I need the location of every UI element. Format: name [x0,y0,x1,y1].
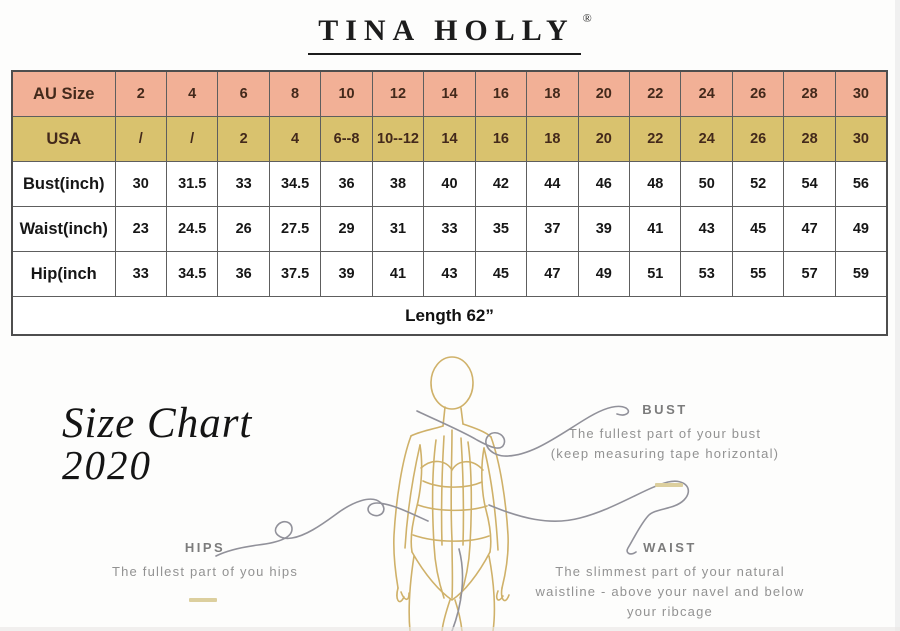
brand-logo [0,11,900,55]
size-cell: 47 [527,252,578,297]
row-label: Bust(inch) [12,162,115,207]
size-cell: 39 [321,252,372,297]
size-table-row [12,162,887,207]
size-cell: 31 [372,207,423,252]
size-cell: 53 [681,252,732,297]
size-cell: 36 [321,162,372,207]
size-cell: 37.5 [269,252,320,297]
size-cell: 16 [475,117,526,162]
bust-annotation [520,402,810,464]
size-table-row [12,207,887,252]
size-cell: 33 [115,252,166,297]
size-cell: 14 [424,71,475,117]
page-edge-right [895,0,900,631]
size-cell: 52 [732,162,783,207]
waist-desc-line: waistline - above your navel and below [535,584,805,600]
size-cell: 2 [218,117,269,162]
size-cell: 41 [372,252,423,297]
size-cell: 50 [681,162,732,207]
size-cell: / [166,117,217,162]
size-cell: 41 [630,207,681,252]
size-cell: 27.5 [269,207,320,252]
size-cell: 24.5 [166,207,217,252]
size-cell: 42 [475,162,526,207]
size-cell: 46 [578,162,629,207]
size-cell: 39 [578,207,629,252]
size-table-body [12,71,887,335]
size-cell: 31.5 [166,162,217,207]
length-row [12,297,887,336]
size-cell: 8 [269,71,320,117]
size-cell: 6 [218,71,269,117]
size-cell: 14 [424,117,475,162]
size-cell: 49 [835,207,887,252]
size-cell: 16 [475,71,526,117]
size-cell: 33 [218,162,269,207]
size-cell: 30 [115,162,166,207]
size-table-row [12,252,887,297]
bust-desc-line: The fullest part of your bust [568,426,762,441]
bust-label: BUST [642,402,688,417]
size-cell: 6--8 [321,117,372,162]
croquis-gold-lines [394,357,509,631]
brand-name: TINA HOLLY [308,14,580,55]
size-cell: 22 [630,117,681,162]
size-cell: 26 [732,71,783,117]
size-cell: 43 [681,207,732,252]
size-cell: 44 [527,162,578,207]
hips-desc-line: The fullest part of you hips [111,564,299,579]
size-cell: 23 [115,207,166,252]
row-label: AU Size [12,71,115,117]
waist-desc-line: your ribcage [627,604,713,620]
size-cell: 4 [166,71,217,117]
waist-label: WAIST [643,540,697,555]
chart-title-line2: 2020 [62,442,152,489]
hips-gold-dash [189,598,217,602]
size-cell: 43 [424,252,475,297]
size-cell: 36 [218,252,269,297]
size-cell: 33 [424,207,475,252]
size-cell: 29 [321,207,372,252]
size-cell: 35 [475,207,526,252]
row-label: Waist(inch) [12,207,115,252]
row-label: USA [12,117,115,162]
page-edge-bottom [0,627,900,631]
size-cell: 20 [578,71,629,117]
chart-title [62,400,253,489]
size-cell: 34.5 [166,252,217,297]
size-cell: 47 [784,207,835,252]
size-cell: 59 [835,252,887,297]
size-table-row [12,71,887,117]
size-table [11,70,888,336]
length-value: Length 62” [12,297,887,336]
size-cell: 26 [732,117,783,162]
leg-shading-line [452,549,463,631]
size-cell: 34.5 [269,162,320,207]
size-cell: 18 [527,71,578,117]
size-cell: 45 [475,252,526,297]
size-cell: 49 [578,252,629,297]
chart-title-line1: Size Chart [62,400,253,447]
size-cell: 48 [630,162,681,207]
size-cell: 40 [424,162,475,207]
size-cell: 22 [630,71,681,117]
size-cell: 18 [527,117,578,162]
size-cell: 24 [681,71,732,117]
hips-label: HIPS [184,540,226,555]
size-cell: 30 [835,117,887,162]
size-cell: 10--12 [372,117,423,162]
bust-desc-line: (keep measuring tape horizontal) [550,446,780,462]
waist-desc-line: The slimmest part of your natural [555,564,785,579]
size-cell: 45 [732,207,783,252]
size-cell: 37 [527,207,578,252]
bust-gold-dash [655,483,683,487]
size-cell: 51 [630,252,681,297]
size-cell: 2 [115,71,166,117]
size-cell: 28 [784,71,835,117]
size-cell: 57 [784,252,835,297]
size-cell: 38 [372,162,423,207]
size-cell: 24 [681,117,732,162]
registered-trademark-icon: ® [582,11,592,25]
size-cell: 12 [372,71,423,117]
size-cell: 26 [218,207,269,252]
row-label: Hip(inch [12,252,115,297]
size-cell: 54 [784,162,835,207]
size-cell: 20 [578,117,629,162]
size-cell: 56 [835,162,887,207]
size-table-row [12,117,887,162]
waist-annotation [518,540,822,622]
size-cell: 30 [835,71,887,117]
hips-annotation [85,540,325,582]
size-cell: / [115,117,166,162]
size-cell: 4 [269,117,320,162]
size-cell: 55 [732,252,783,297]
size-cell: 10 [321,71,372,117]
size-cell: 28 [784,117,835,162]
